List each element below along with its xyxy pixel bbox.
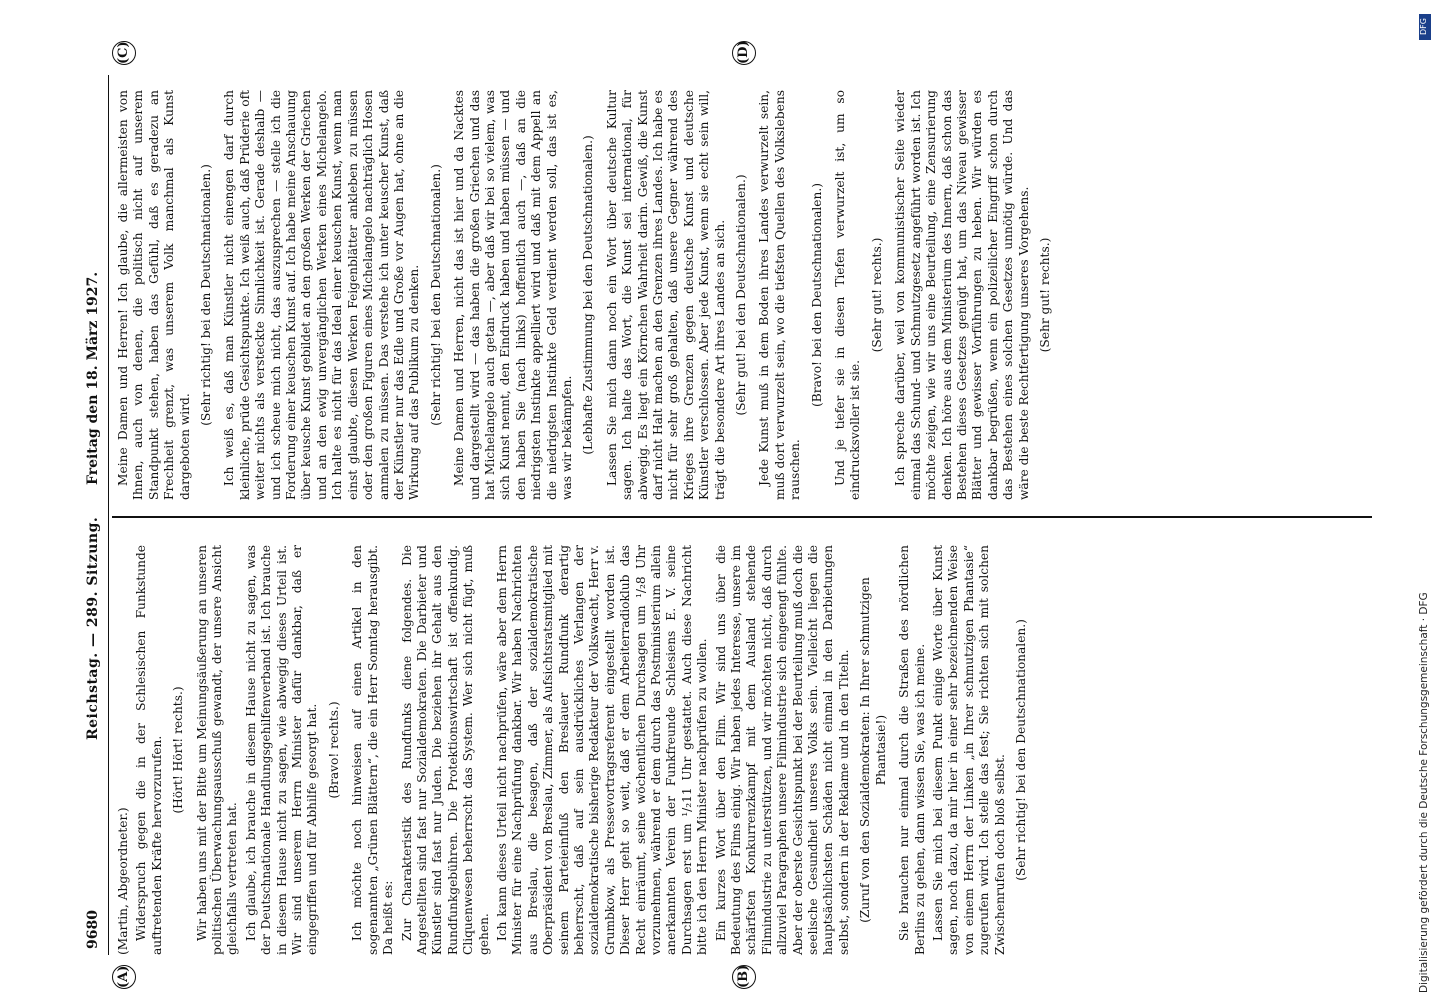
page-number: 9680 (85, 910, 101, 949)
left-column (116, 545, 1037, 955)
page-title: Reichstag. — 289. Sitzung. (85, 516, 101, 740)
credit-text: Digitalisierung gefördert durch die Deutsche Forschungsgemeinschaft · DFG (1418, 592, 1430, 993)
paragraph: Lassen Sie mich bei diesem Punkt einige Worte über Kunst sagen, noch dazu, da mir hier in einer sehr bezeichnenden Weise von einem Herrn der Linken „in Ihrer schmutzigen Phantasie“ zugerufen wird. Ich stelle das fest; Sie richten sich mit solchen Zwischenrufen doch bloß selbst. (930, 545, 1007, 955)
page-date: Freitag den 18. März 1927. (85, 271, 101, 485)
paragraph: Ich kann dieses Urteil nicht nachprüfen, wäre aber dem Herrn Minister für eine Nachprüfung dankbar. Wir haben Nachrichten aus Breslau, die besagen, daß der sozialdemokratische Oberpräsident von Breslau, Zimmer, als Aufsichtsratsmitglied mit seinem Parteieinfluß den Breslauer Rundfunk derartig beherrscht, daß auf sein ausdrückliches Verlangen der sozialdemokratische bisherige Redakteur der Volkswacht, Herr v. Grumbkow, als Pressevortragsreferent eingestellt worden ist. Dieser Herr geht so weit, daß er dem Arbeiterradioklub das Recht einräumt, seine wöchentlichen Durchsagen um ¹/₂8 Uhr vorzunehmen, während er dem durch das Postministerium allein anerkannten Verein der Funkfreunde Schlesiens E. V. seine Durchsagen erst um ¹/₂11 Uhr gestattet. Auch diese Nachricht bitte ich den Herrn Minister nachprüfen zu wollen. (494, 545, 710, 955)
interjection: (Sehr richtig! bei den Deutschnationalen.) (1013, 619, 1028, 881)
paragraph: Ich weiß es, daß man Künstler nicht einengen darf durch kleinliche, prüde Gesichtspunkte. Ich weiß auch, daß Prüderie oft weiter nichts als versteckte Sinnlichkeit ist. Gerade deshalb — und ich scheue mich nicht, das auszusprechen — stelle ich die Forderung einer keuschen Kunst auf. Ich habe meine Anschauung über keusche Kunst gebildet an den großen Werken der Griechen und an den ewig unvergänglichen Werken eines Michelangelo. Ich halte es nicht für das Ideal einer keuschen Kunst, wenn man einst glaubte, diesen Werken Feigenblätter ankleben zu müssen oder den großen Figuren eines Michelangelo nachträglich Hosen anmalen zu müssen. Das verstehe ich unter keuscher Kunst, daß der Künstler nur das Edle und Große vor Augen hat, ohne an die Wirkung auf das Publikum zu denken. (222, 90, 422, 500)
paragraph: Und je tiefer sie in diesen Tiefen verwurzelt ist, um so eindrucksvoller ist sie. (833, 90, 863, 500)
interjection: (Sehr gut! rechts.) (869, 237, 884, 353)
paragraph: Lassen Sie mich dann noch ein Wort über deutsche Kultur sagen. Ich halte das Wort, die Kunst sei international, für abwegig. Es liegt ein Körnchen Wahrheit darin. Gewiß, die Kunst darf nicht Halt machen an den Grenzen ihres Landes. Ich habe es nicht für sehr groß gehalten, daß unsere Gegner während des Krieges ihre Grenzen gegen deutsche Kunst und deutsche Künstler verschlossen. Aber jede Kunst, wenn sie echt sein will, trägt die besondere Art ihres Landes an sich. (604, 90, 727, 500)
paragraph: Ein kurzes Wort über den Film. Wir sind uns über die Bedeutung des Films einig. Wir haben jedes Interesse, unsere im schärfsten Konkurrenzkampf mit dem Ausland stehende Filmindustrie zu unterstützen, und wir möchten nicht, daß durch allzuviel Paragraphen unsere Filmindustrie sich eingeengt fühlte. Aber der oberste Gesichtspunkt bei der Beurteilung muß doch die seelische Gesundheit unseres Volks sein. Vielleicht liegen die hauptsächlichsten Schäden nicht einmal in den Darbietungen selbst, sondern in der Reklame und in den Titeln. (713, 545, 851, 955)
column-divider (112, 517, 1372, 519)
interjection: (Sehr gut! bei den Deutschnationalen.) (734, 174, 749, 416)
paragraph: Widerspruch gegen die in der Schlesischen Funkstunde auftretenden Kräfte hervorzurufen. (134, 545, 164, 955)
interjection: (Bravo! rechts.) (326, 701, 341, 799)
margin-marker-d: (D) (732, 41, 756, 65)
paragraph: Meine Damen und Herren! Ich glaube, die allermeisten von Ihnen, auch von denen, die politisch nicht auf unserem Standpunkt stehen, haben das Gefühl, daß es geradezu an Frechheit grenzt, was unserem Volk manchmal als Kunst dargeboten wird. (116, 90, 192, 500)
paragraph: Sie brauchen nur einmal durch die Straßen des nördlichen Berlins zu gehen, dann wissen Sie, was ich meine. (897, 545, 927, 955)
paragraph: Wir haben uns mit der Bitte um Meinungsäußerung an unseren politischen Überwachungsausschuß gewandt, der unsere Ansicht gleichfalls vertreten hat. (194, 545, 240, 955)
interjection: (Sehr gut! rechts.) (1037, 237, 1052, 353)
interjection: (Lebhafte Zustimmung bei den Deutschnationalen.) (581, 135, 596, 455)
page-header (82, 75, 109, 955)
paragraph: Ich spreche darüber, weil von kommunistischer Seite wieder einmal das Schund- und Schmutzgesetz angeführt worden ist. Ich möchte zeigen, wie wir uns eine Beurteilung, eine Zensurierung denken. Ich höre aus dem Ministerium des Innern, daß schon das Bestehen dieses Gesetzes genügt hat, um das Niveau gewisser Blätter und gewisser Vorführungen zu heben. Wir würden es dankbar begrüßen, wenn ein polizeilicher Eingriff schon durch das Bestehen eines solchen Gesetzes unnötig würde. Und das wäre die beste Rechtfertigung unseres Vorgehens. (893, 90, 1031, 500)
interjection: (Sehr richtig! bei den Deutschnationalen.) (199, 164, 214, 426)
paragraph: Meine Damen und Herren, nicht das ist hier und da Nacktes und dargestellt wird — das haben die großen Griechen und das hat Michelangelo auch getan —, aber daß wir bei so vielem, was sich Kunst nennt, den Eindruck haben und haben müssen — und den haben Sie (nach links) hoffentlich auch —, daß an die niedrigsten Instinkte appelliert wird und daß mit dem Appell an die niedrigsten Instinkte Geld verdient werden soll, das ist es, was wir bekämpfen. (452, 90, 574, 500)
paragraph: Zur Charakteristik des Rundfunks diene folgendes. Die Angestellten sind fast nur Sozialdemokraten. Die Darbieter und Künstler sind fast nur Juden. Die beziehen ihr Gehalt aus den Rundfunkgebühren. Die Protektionswirtschaft ist offenkundig. Cliquenwesen beherrscht das System. Wer sich nicht fügt, muß gehen. (399, 545, 491, 955)
margin-marker-c: (C) (112, 41, 136, 65)
interjection: (Zuruf von den Sozialdemokraten: In Ihrer schmutzigen Phantasie!) (858, 577, 888, 923)
paragraph: (Martin, Abgeordneter.) (116, 807, 130, 955)
interjection: (Sehr richtig! bei den Deutschnationalen.) (428, 164, 443, 426)
right-column (116, 90, 1061, 500)
interjection: (Bravo! bei den Deutschnationalen.) (809, 183, 824, 407)
paragraph: Ich möchte noch hinweisen auf einen Artikel in den sogenannten „Grünen Blättern“, die ein Herr Sonntag herausgibt. Da heißt es: (350, 545, 396, 955)
rotated-newspaper-page (82, 40, 1382, 988)
margin-marker-b: (B) (732, 965, 756, 989)
interjection: (Hört! Hört! rechts.) (171, 686, 186, 814)
margin-marker-a: (A) (112, 965, 136, 989)
paragraph: Ich glaube, ich brauche in diesem Hause nicht zu sagen, was der Deutschnationale Handlungsgehilfenverband ist. Ich brauche in diesem Hause nicht zu sagen, wie abwegig dieses Urteil ist. Wir sind unserem Herrn Minister dafür dankbar, daß er eingegriffen und für Abhilfe gesorgt hat. (243, 545, 320, 955)
dfg-logo-badge: DFG (1419, 14, 1431, 40)
digitization-credit (1418, 8, 1432, 993)
paragraph: Jede Kunst muß in dem Boden ihres Landes verwurzelt sein, muß dort verwurzelt sein, wo die tiefsten Quellen des Volkslebens rauschen. (757, 90, 803, 500)
